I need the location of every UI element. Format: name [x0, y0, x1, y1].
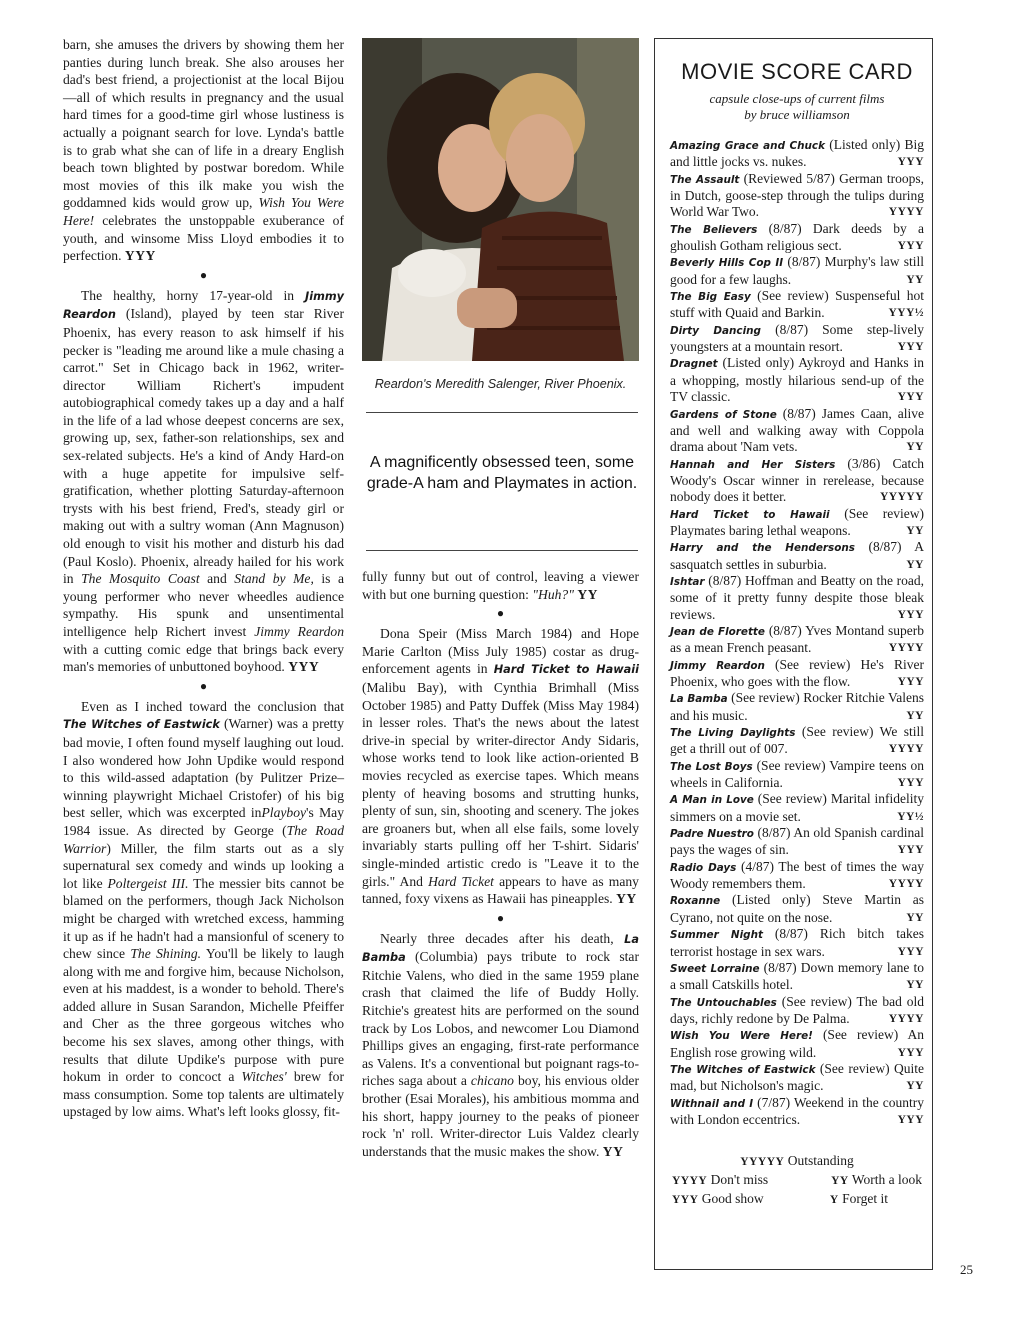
- entry-rating: YYYY: [888, 1012, 924, 1025]
- scorecard-entry: [670, 724, 924, 758]
- entry-text: (Listed only) Steve Martin as Cyrano, not quite on the nose.: [670, 892, 925, 925]
- photo-illustration: [362, 38, 639, 361]
- scorecard-title: MOVIE SCORE CARD: [681, 59, 913, 84]
- entry-title: Amazing Grace and Chuck: [670, 140, 826, 152]
- scorecard-entry: [670, 758, 924, 792]
- scorecard-entry: [670, 623, 924, 657]
- scorecard-entry: [670, 1027, 924, 1061]
- entry-text: (See review) Quite mad, but Nicholson's magic.: [670, 1060, 924, 1094]
- entry-title: Summer Night: [670, 929, 763, 942]
- entry-rating: YYY: [897, 945, 924, 958]
- entry-title: Sweet Lorraine: [670, 962, 760, 975]
- pullquote-rule-bottom: [366, 550, 638, 551]
- rating-mark: YY: [602, 1143, 624, 1159]
- scorecard-entry: [670, 288, 924, 322]
- entry-title: The Believers: [670, 223, 758, 236]
- article-column-left: [63, 36, 344, 1121]
- entry-title: Dirty Dancing: [670, 324, 761, 337]
- entry-title: Withnail and I: [670, 1097, 754, 1110]
- entry-title: The Living Daylights: [670, 727, 796, 740]
- entry-text: (See review) We still get a thrill out of 007.: [670, 724, 924, 757]
- paragraph-jimmy-reardon: The healthy, horny 17-year-old in Jimmy Reardon (Island), played by teen star River Phoenix, has every reason to ask himself if his pecker is "leading me around like a mule chasing a carrot." Set in Chicago back in 1962, writer-director William Richert's impudent autobiographical comedy takes up a day and a half in the life of a lad whose deepest concerns are sex, growing up, sex, father-son relationships, sex and sex-related subjects. He's a kind of Andy Hard-on with a huge appetite for impulsive self-gratification, whether plotting Saturday-afternoon trysts with his best friend, Fred's, steady girl or making out with a sultry woman (Ann Magnuson) old enough to visit his mother and disturb his dad (Paul Koslo). Phoenix, already hailed for his work in The Mosquito Coast and Stand by Me, is a young performer who never wheedles audience sympathy. His spunk and unsentimental intelligence help Richert invest Jimmy Reardon with a cutting comic edge that brings back every man's memories of unbuttoned boyhood. YYY: [63, 287, 344, 675]
- page-number: 25: [960, 1262, 973, 1277]
- photo-caption: Reardon's Meredith Salenger, River Phoenix.: [374, 377, 627, 391]
- film-title: The Witches of Eastwick: [63, 718, 220, 732]
- legend-dont-miss: YYYY Don't miss: [672, 1172, 769, 1188]
- entry-text: (7/87) Weekend in the country with London eccentrics.: [670, 1094, 924, 1127]
- entry-text: (4/87) The best of times the way Woody remembers them.: [670, 858, 924, 892]
- entry-title: The Witches of Eastwick: [670, 1063, 816, 1076]
- entry-title: The Untouchables: [670, 996, 777, 1009]
- entry-text: (Listed only) Big and little jocks vs. nukes.: [670, 137, 925, 170]
- entry-rating: YYY: [897, 341, 924, 354]
- entry-text: (Reviewed 5/87) German troops, in Dutch, goose-step through the tulips during World War Two.: [670, 170, 925, 220]
- entry-rating: YYY½: [888, 307, 924, 320]
- rating-legend: [670, 1152, 924, 1209]
- entry-text: (8/87) A sasquatch settles in suburbia.: [670, 539, 925, 572]
- entry-title: Ishtar: [670, 575, 705, 588]
- scorecard-entries: [670, 137, 924, 1128]
- scorecard-entry: [670, 573, 924, 623]
- scorecard-entry: [670, 960, 924, 994]
- entry-text: (See review) An English rose growing wild.: [670, 1027, 925, 1060]
- scorecard-entry: [670, 539, 924, 573]
- scorecard-entry: [670, 406, 924, 456]
- entry-rating: YY: [906, 524, 924, 537]
- entry-rating: YYYYY: [879, 491, 924, 504]
- entry-title: The Big Easy: [670, 291, 751, 304]
- bullet-divider: ●: [496, 910, 505, 925]
- entry-text: (See review) Suspenseful hot stuff with Quaid and Barkin.: [670, 288, 924, 321]
- pullquote-rule-top: [366, 412, 638, 413]
- entry-title: Hard Ticket to Hawaii: [670, 508, 830, 521]
- entry-rating: YYY: [897, 676, 924, 688]
- legend-outstanding: YYYYY Outstanding: [740, 1153, 854, 1169]
- entry-rating: YY½: [897, 810, 924, 823]
- film-title: Jimmy Reardon: [63, 289, 344, 322]
- film-title: La Bamba: [362, 932, 639, 965]
- entry-rating: YYYY: [888, 743, 924, 756]
- scorecard-entry: [670, 892, 924, 926]
- scorecard-entry: [670, 322, 924, 356]
- entry-rating: YYY: [897, 240, 924, 253]
- article-column-middle: [362, 568, 639, 1160]
- entry-text: (See review) The bad old days, richly redone by De Palma.: [670, 993, 925, 1026]
- entry-text: (See review) Rocker Ritchie Valens and his music.: [670, 690, 924, 723]
- scorecard-entry: [670, 791, 924, 825]
- entry-rating: YYY: [897, 1113, 924, 1126]
- rating-mark: YYY: [124, 248, 156, 264]
- entry-text: (3/86) Catch Woody's Oscar winner in rerelease, because nobody does it better.: [670, 455, 925, 505]
- entry-title: Dragnet: [670, 358, 718, 371]
- scorecard-entry: [670, 690, 924, 724]
- entry-text: (See review) Marital infidelity simmers on a movie set.: [670, 791, 924, 824]
- entry-text: (8/87) Down memory lane to a small Catskills hotel.: [670, 959, 924, 993]
- entry-text: (See review) He's River Phoenix, who goes with the flow.: [670, 656, 924, 689]
- rating-mark: YYY: [288, 659, 320, 675]
- entry-title: The Assault: [670, 173, 740, 186]
- scorecard-entry: [670, 221, 924, 255]
- entry-title: Radio Days: [670, 861, 737, 874]
- entry-rating: YY: [906, 558, 924, 571]
- film-title: Hard Ticket to Hawaii: [493, 663, 639, 677]
- scorecard-subtitle: capsule close-ups of current films by bruce williamson: [709, 91, 885, 122]
- entry-rating: YYY: [897, 608, 924, 621]
- film-title: Wish You Were Here!: [63, 195, 344, 228]
- scorecard-entry: [670, 456, 924, 506]
- bullet-divider: ●: [496, 606, 505, 621]
- entry-rating: YY: [906, 911, 924, 924]
- entry-title: Hannah and Her Sisters: [670, 458, 836, 471]
- entry-rating: YYYY: [888, 878, 924, 891]
- entry-rating: YY: [906, 709, 924, 722]
- scorecard-entry: [670, 506, 924, 540]
- paragraph-la-bamba: Nearly three decades after his death, La Bamba (Columbia) pays tribute to rock star Ritchie Valens, who died in the same 1959 plane crash that claimed the life of Buddy Holly. Ritchie's greatest hits are performed on the sound track by Los Lobos, and newcomer Lou Diamond Phillips gives an engaging, first-rate performance as Valens. It's a conventional but poignant rags-to-riches saga about a chicano boy, his envious older brother (Esai Morales), his ambitious momma and his short, happy journey to the peaks of pioneer rock 'n' roll. Writer-director Luis Valdez clearly understands that the music makes the show. YY: [362, 930, 639, 1159]
- entry-rating: YYYY: [888, 206, 924, 219]
- entry-text: (8/87) Rich bitch takes terrorist hostage in sex wars.: [670, 926, 924, 959]
- entry-text: (8/87) An old Spanish cardinal pays the wages of sin.: [670, 825, 925, 858]
- entry-rating: YY: [906, 441, 924, 454]
- film-still-photo: [362, 38, 639, 361]
- entry-text: (8/87) James Caan, alive and well and walking away with Coppola drama about 'Nam vets.: [670, 405, 924, 455]
- bullet-divider: ●: [199, 678, 208, 693]
- entry-title: Harry and the Hendersons: [670, 542, 855, 555]
- paragraph-wish-you-were-here: barn, she amuses the drivers by showing them her panties during lunch break. She also arouses her dad's best friend, a projectionist at the local Bijou—all of which results in pregnancy and the usual hard times for a good-time girl whose lustiness is actually a poignant search for love. Lynda's battle is to grab what she can of life in a dreary English beach town blighted by postwar boredom. While most movies of this ilk make you wish the goddamned kids would grow up, Wish You Were Here! celebrates the unstoppable exuberance of youth, and winsome Miss Lloyd embodies it to perfection. YYY: [63, 37, 344, 264]
- entry-title: Jean de Florette: [670, 625, 765, 638]
- entry-text: (8/87) Murphy's law still good for a few laughs.: [670, 254, 924, 287]
- pull-quote: A magnificently obsessed teen, some grade-A ham and Playmates in action.: [366, 454, 638, 492]
- entry-title: La Bamba: [670, 693, 728, 706]
- movie-score-card: [654, 38, 933, 1270]
- paragraph-witches-of-eastwick: Even as I inched toward the conclusion that The Witches of Eastwick (Warner) was a pretty bad movie, I often found myself laughing out loud. I also wondered how John Updike would respond to this wild-assed adaptation (by Pulitzer Prize–winning playwright Michael Cristofer) of his big best seller, which was excerpted inPlayboy's May 1984 issue. As directed by George (The Road Warrior) Miller, the film starts out as a sly supernatural sex comedy and winds up looking a lot like Poltergeist III. The messier bits cannot be blamed on the performers, though Jack Nicholson might be charged with wretched excess, hamming it up as if he hadn't had a mansionful of scenery to chew since The Shining. You'll be likely to laugh along with me and forgive him, because Nicholson, even at his maddest, is a wonder to behold. There's added allure in Susan Sarandon, Michelle Pfeiffer and Cher as the three gorgeous witches who become his sex slaves, among other things, with results that dilute Updike's purpose with pure hokum in order to concoct a Witches' brew for mass consumption. Some top talents are ultimately upstaged by low aims. What's left looks glossy, fit-: [63, 698, 344, 1120]
- entry-text: (8/87) Dark deeds by a ghoulish Gotham religious sect.: [670, 220, 925, 254]
- legend-forget-it: Y Forget it: [829, 1191, 888, 1207]
- scorecard-entry: [670, 1095, 924, 1129]
- entry-rating: YYY: [897, 844, 924, 857]
- rating-mark: YY: [616, 891, 637, 907]
- paragraph-hard-ticket: Dona Speir (Miss March 1984) and Hope Marie Carlton (Miss July 1985) costar as drug-enforcement agents in Hard Ticket to Hawaii (Malibu Bay), with Cynthia Brimhall (Miss October 1985) and Patty Duffek (Miss May 1984) in lesser roles. That's the news about the latest drive-in special by writer-director Andy Sidaris, whose works tend to look like action-oriented B movies recycled as exercise tapes. Which means plenty of heaving bosoms and strutting hunks, plenty of sun, sin, shooting and scenery. The jokes are groaners but, when all else fails, some lovely invariably starts pulling off her T-shirt. Sidaris' single-minded artistic credo is "Leave it to the girls." And Hard Ticket appears to have as many tanned, foxy vixens as Hawaii has pineapples. YY: [362, 626, 639, 907]
- entry-rating: YYY: [897, 156, 924, 169]
- entry-rating: YYY: [897, 777, 924, 790]
- scorecard-entry: [670, 171, 924, 221]
- rating-mark: YY: [577, 586, 598, 602]
- entry-rating: YYYY: [888, 642, 924, 655]
- entry-text: (8/87) Yves Montand superb as a mean French peasant.: [670, 622, 924, 656]
- entry-text: (Listed only) Aykroyd and Hanks in a whopping, mostly hilarious send-up of the TV classic.: [670, 355, 925, 405]
- entry-title: The Lost Boys: [670, 760, 753, 773]
- entry-text: (See review) Vampire teens on wheels in California.: [670, 757, 924, 791]
- paragraph-continued: fully funny but out of control, leaving a viewer with but one burning question: "Huh?" YY: [362, 569, 639, 602]
- scorecard-entry: [670, 657, 924, 691]
- entry-text: (See review) Playmates baring lethal weapons.: [670, 505, 924, 538]
- entry-title: Beverly Hills Cop II: [670, 257, 784, 270]
- scorecard-entry: [670, 137, 924, 171]
- entry-text: (8/87) Hoffman and Beatty on the road, some of it pretty funny despite those bleak reviews.: [670, 572, 924, 622]
- entry-rating: YYY: [897, 1046, 924, 1059]
- entry-rating: YY: [906, 273, 924, 286]
- legend-good-show: YYY Good show: [672, 1191, 764, 1207]
- entry-title: Wish You Were Here!: [670, 1030, 813, 1043]
- scorecard-entry: [670, 859, 924, 893]
- scorecard-entry: [670, 355, 924, 405]
- bullet-divider: ●: [199, 267, 208, 282]
- entry-title: Jimmy Reardon: [670, 659, 765, 672]
- entry-title: Padre Nuestro: [670, 828, 754, 841]
- entry-title: Roxanne: [670, 895, 721, 908]
- scorecard-entry: [670, 1061, 924, 1095]
- legend-worth-a-look: YY Worth a look: [831, 1172, 922, 1188]
- entry-rating: YY: [906, 1080, 924, 1093]
- entry-title: Gardens of Stone: [670, 408, 777, 421]
- entry-rating: YY: [906, 979, 924, 992]
- scorecard-entry: [670, 994, 924, 1028]
- entry-title: A Man in Love: [670, 794, 754, 807]
- scorecard-entry: [670, 254, 924, 288]
- entry-text: (8/87) Some step-lively youngsters at a mountain resort.: [670, 321, 924, 355]
- entry-rating: YYY: [897, 391, 924, 404]
- scorecard-entry: [670, 825, 924, 859]
- scorecard-entry: [670, 926, 924, 960]
